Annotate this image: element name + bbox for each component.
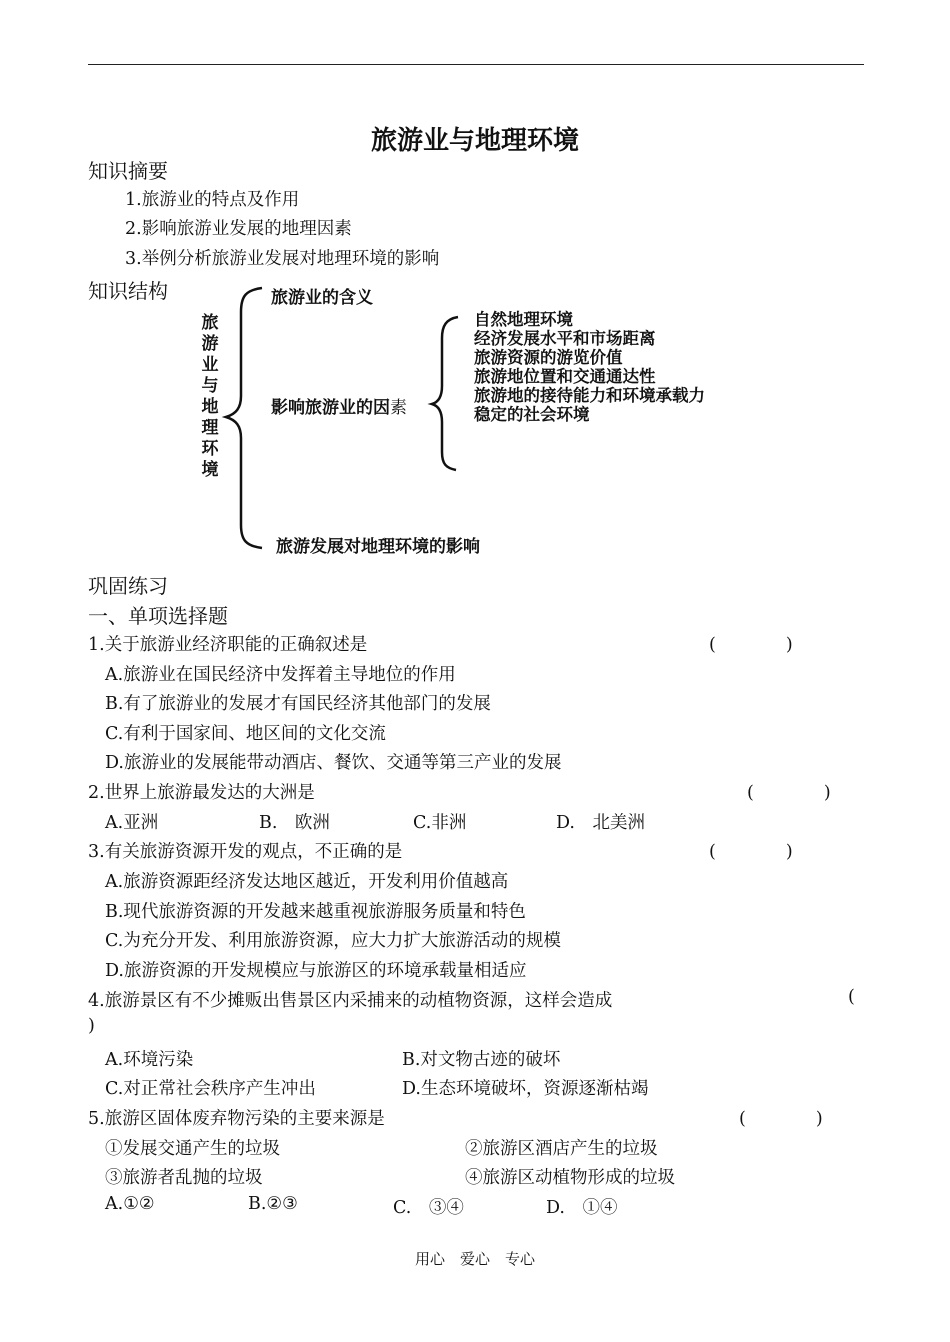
option-d: D.旅游资源的开发规模应与旅游区的环境承载量相适应 <box>105 961 527 981</box>
option-b: B.现代旅游资源的开发越来越重视旅游服务质量和特色 <box>105 902 526 922</box>
option-d: D.生态环境破坏，资源逐渐枯竭 <box>402 1079 649 1099</box>
page-footer: 用心 爱心 专心 <box>414 1250 535 1268</box>
main-brace <box>226 288 262 548</box>
statement-item: ④旅游区动植物形成的垃圾 <box>465 1168 675 1188</box>
answer-blank-1[interactable]: ( ) <box>709 635 793 655</box>
question-3-stem: 3.有关旅游资源开发的观点，不正确的是 <box>88 842 403 862</box>
factors-brace <box>432 317 458 470</box>
factor-item: 经济发展水平和市场距离 <box>474 329 656 348</box>
statement-item: ②旅游区酒店产生的垃圾 <box>465 1139 658 1159</box>
option-a: A.环境污染 <box>105 1050 194 1070</box>
factor-item: 旅游地位置和交通通达性 <box>474 367 656 386</box>
summary-item: 2.影响旅游业发展的地理因素 <box>125 219 352 239</box>
answer-blank-4-open[interactable]: ( <box>848 987 855 1007</box>
question-4-stem: 4.旅游景区有不少摊贩出售景区内采捕来的动植物资源，这样会造成 <box>88 991 613 1011</box>
option-c: C.非洲 <box>413 813 467 833</box>
factor-item: 自然地理环境 <box>474 310 573 329</box>
option-a: A.①② <box>105 1194 155 1214</box>
summary-item: 3.举例分析旅游业发展对地理环境的影响 <box>125 249 440 269</box>
factor-item: 稳定的社会环境 <box>474 405 590 424</box>
practice-heading: 巩固练习 <box>88 574 168 598</box>
structure-braces <box>0 0 950 600</box>
structure-heading: 知识结构 <box>88 279 168 303</box>
option-a: A.亚洲 <box>105 813 159 833</box>
structure-root-label: 旅 游 业 与 地 理 环 境 <box>201 313 219 480</box>
statement-item: ①发展交通产生的垃圾 <box>105 1139 280 1159</box>
question-1-stem: 1.关于旅游业经济职能的正确叙述是 <box>88 635 368 655</box>
factors-list <box>474 310 705 424</box>
option-d: D. 北美洲 <box>556 813 645 833</box>
option-b: B. 欧洲 <box>259 813 330 833</box>
branch-factors: 影响旅游业的因素 <box>271 398 407 418</box>
page-title: 旅游业与地理环境 <box>370 126 579 156</box>
option-d: D.旅游业的发展能带动酒店、餐饮、交通等第三产业的发展 <box>105 753 562 773</box>
part-heading: 一、单项选择题 <box>88 604 228 628</box>
question-2-stem: 2.世界上旅游最发达的大洲是 <box>88 783 315 803</box>
summary-heading: 知识摘要 <box>88 159 168 183</box>
question-5-stem: 5.旅游区固体废弃物污染的主要来源是 <box>88 1109 385 1129</box>
option-b: B.②③ <box>248 1194 298 1214</box>
option-c: C.为充分开发、利用旅游资源，应大力扩大旅游活动的规模 <box>105 931 561 951</box>
option-a: A.旅游资源距经济发达地区越近，开发利用价值越高 <box>105 872 509 892</box>
option-b: B.有了旅游业的发展才有国民经济其他部门的发展 <box>105 694 491 714</box>
answer-blank-2[interactable]: ( ) <box>747 783 831 803</box>
option-a: A.旅游业在国民经济中发挥着主导地位的作用 <box>105 665 456 685</box>
answer-blank-4-close: ) <box>88 1016 95 1036</box>
answer-blank-5[interactable]: ( ) <box>739 1109 823 1129</box>
option-c: C.有利于国家间、地区间的文化交流 <box>105 724 386 744</box>
option-c: C.对正常社会秩序产生冲出 <box>105 1079 316 1099</box>
option-c: C. ③④ <box>393 1198 464 1218</box>
branch-impact: 旅游发展对地理环境的影响 <box>276 537 480 557</box>
option-d: D. ①④ <box>546 1198 618 1218</box>
factor-item: 旅游地的接待能力和环境承载力 <box>474 386 705 405</box>
branch-meaning: 旅游业的含义 <box>271 288 373 308</box>
answer-blank-3[interactable]: ( ) <box>709 842 793 862</box>
summary-item: 1.旅游业的特点及作用 <box>125 190 300 210</box>
factor-item: 旅游资源的游览价值 <box>474 348 623 367</box>
statement-item: ③旅游者乱抛的垃圾 <box>105 1168 263 1188</box>
option-b: B.对文物古迹的破坏 <box>402 1050 561 1070</box>
